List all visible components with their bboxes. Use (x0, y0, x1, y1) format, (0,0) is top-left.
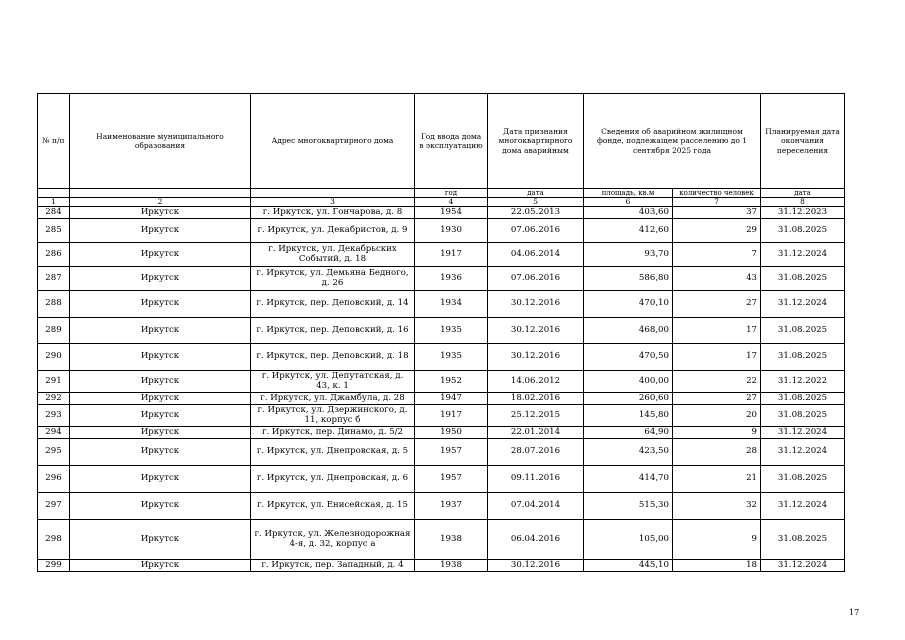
people-cell: 32 (673, 493, 761, 520)
year-cell: 1950 (415, 427, 488, 439)
area-cell: 445,10 (584, 560, 673, 572)
area-cell: 423,50 (584, 439, 673, 466)
end-date-cell: 31.08.2025 (761, 466, 845, 493)
municipality-cell: Иркутск (70, 371, 251, 393)
end-date-cell: 31.12.2024 (761, 560, 845, 572)
emergency-date-cell: 28.07.2016 (488, 439, 584, 466)
emergency-date-cell: 07.04.2014 (488, 493, 584, 520)
end-date-cell: 31.12.2024 (761, 243, 845, 267)
emergency-date-cell: 25.12.2015 (488, 405, 584, 427)
area-cell: 403,60 (584, 207, 673, 219)
end-date-cell: 31.12.2022 (761, 371, 845, 393)
table-row (38, 267, 845, 291)
address-cell: г. Иркутск, ул. Енисейская, д. 15 (251, 493, 415, 520)
area-cell: 414,70 (584, 466, 673, 493)
table-row (38, 371, 845, 393)
municipality-cell: Иркутск (70, 291, 251, 318)
municipality-cell: Иркутск (70, 267, 251, 291)
year-cell: 1936 (415, 267, 488, 291)
table-row (38, 427, 845, 439)
column-number: 4 (415, 198, 488, 207)
end-date-cell: 31.12.2024 (761, 427, 845, 439)
column-number: 5 (488, 198, 584, 207)
row-number: 290 (38, 344, 70, 371)
address-cell: г. Иркутск, пер. Деповский, д. 16 (251, 318, 415, 344)
address-cell: г. Иркутск, ул. Железнодорожная 4-я, д. 32, корпус а (251, 520, 415, 560)
emergency-date-cell: 22.05.2013 (488, 207, 584, 219)
row-number: 287 (38, 267, 70, 291)
area-cell: 64,90 (584, 427, 673, 439)
end-date-cell: 31.12.2024 (761, 439, 845, 466)
year-cell: 1952 (415, 371, 488, 393)
end-date-cell: 31.08.2025 (761, 393, 845, 405)
year-cell: 1947 (415, 393, 488, 405)
header-end-date: Планируемая дата окончания переселения (761, 94, 845, 189)
subheader-people: количество человек (673, 189, 761, 198)
people-cell: 37 (673, 207, 761, 219)
row-number: 284 (38, 207, 70, 219)
row-number: 285 (38, 219, 70, 243)
subheader-end-date: дата (761, 189, 845, 198)
year-cell: 1935 (415, 318, 488, 344)
row-number: 289 (38, 318, 70, 344)
municipality-cell: Иркутск (70, 393, 251, 405)
year-cell: 1934 (415, 291, 488, 318)
people-cell: 29 (673, 219, 761, 243)
table-row (38, 560, 845, 572)
year-cell: 1957 (415, 439, 488, 466)
table-row (38, 393, 845, 405)
municipality-cell: Иркутск (70, 520, 251, 560)
emergency-date-cell: 07.06.2016 (488, 219, 584, 243)
address-cell: г. Иркутск, ул. Джамбула, д. 28 (251, 393, 415, 405)
row-number: 297 (38, 493, 70, 520)
people-cell: 21 (673, 466, 761, 493)
table-row (38, 291, 845, 318)
header-address: Адрес многоквартирного дома (251, 94, 415, 189)
year-cell: 1937 (415, 493, 488, 520)
year-cell: 1938 (415, 560, 488, 572)
year-cell: 1935 (415, 344, 488, 371)
address-cell: г. Иркутск, ул. Депутатская, д. 43, к. 1 (251, 371, 415, 393)
emergency-date-cell: 07.06.2016 (488, 267, 584, 291)
header-row (38, 94, 845, 189)
emergency-date-cell: 04.06.2014 (488, 243, 584, 267)
area-cell: 105,00 (584, 520, 673, 560)
table-row (38, 344, 845, 371)
address-cell: г. Иркутск, ул. Гончарова, д. 8 (251, 207, 415, 219)
column-number: 6 (584, 198, 673, 207)
people-cell: 17 (673, 344, 761, 371)
address-cell: г. Иркутск, ул. Днепровская, д. 5 (251, 439, 415, 466)
subheader-row (38, 189, 845, 198)
subheader-empty-3 (251, 189, 415, 198)
municipality-cell: Иркутск (70, 219, 251, 243)
subheader-area: площадь, кв.м (584, 189, 673, 198)
address-cell: г. Иркутск, пер. Динамо, д. 5/2 (251, 427, 415, 439)
municipality-cell: Иркутск (70, 427, 251, 439)
column-number: 1 (38, 198, 70, 207)
area-cell: 586,80 (584, 267, 673, 291)
emergency-date-cell: 30.12.2016 (488, 291, 584, 318)
table-row (38, 520, 845, 560)
header-municipality: Наименование муниципального образования (70, 94, 251, 189)
column-number-row (38, 198, 845, 207)
table-row (38, 405, 845, 427)
people-cell: 20 (673, 405, 761, 427)
area-cell: 412,60 (584, 219, 673, 243)
area-cell: 470,10 (584, 291, 673, 318)
year-cell: 1917 (415, 405, 488, 427)
subheader-year: год (415, 189, 488, 198)
header-num: № п/п (38, 94, 70, 189)
row-number: 298 (38, 520, 70, 560)
subheader-empty-1 (38, 189, 70, 198)
emergency-date-cell: 22.01.2014 (488, 427, 584, 439)
municipality-cell: Иркутск (70, 493, 251, 520)
end-date-cell: 31.12.2023 (761, 207, 845, 219)
emergency-date-cell: 06.04.2016 (488, 520, 584, 560)
emergency-date-cell: 18.02.2016 (488, 393, 584, 405)
end-date-cell: 31.08.2025 (761, 405, 845, 427)
area-cell: 515,30 (584, 493, 673, 520)
table-body (38, 207, 845, 572)
column-number: 3 (251, 198, 415, 207)
end-date-cell: 31.08.2025 (761, 344, 845, 371)
address-cell: г. Иркутск, ул. Декабрьских Событий, д. 18 (251, 243, 415, 267)
column-number: 8 (761, 198, 845, 207)
area-cell: 470,50 (584, 344, 673, 371)
municipality-cell: Иркутск (70, 207, 251, 219)
address-cell: г. Иркутск, ул. Дзержинского, д. 11, корпус б (251, 405, 415, 427)
address-cell: г. Иркутск, пер. Деповский, д. 18 (251, 344, 415, 371)
year-cell: 1954 (415, 207, 488, 219)
table-row (38, 439, 845, 466)
people-cell: 18 (673, 560, 761, 572)
subheader-date: дата (488, 189, 584, 198)
municipality-cell: Иркутск (70, 405, 251, 427)
people-cell: 27 (673, 393, 761, 405)
end-date-cell: 31.12.2024 (761, 493, 845, 520)
end-date-cell: 31.08.2025 (761, 318, 845, 344)
people-cell: 17 (673, 318, 761, 344)
row-number: 293 (38, 405, 70, 427)
emergency-date-cell: 30.12.2016 (488, 560, 584, 572)
area-cell: 468,00 (584, 318, 673, 344)
municipality-cell: Иркутск (70, 560, 251, 572)
column-number: 2 (70, 198, 251, 207)
subheader-empty-2 (70, 189, 251, 198)
year-cell: 1917 (415, 243, 488, 267)
people-cell: 28 (673, 439, 761, 466)
area-cell: 400,00 (584, 371, 673, 393)
year-cell: 1930 (415, 219, 488, 243)
table-row (38, 466, 845, 493)
people-cell: 9 (673, 520, 761, 560)
header-emergency-date: Дата признания многоквартирного дома аварийным (488, 94, 584, 189)
emergency-date-cell: 30.12.2016 (488, 344, 584, 371)
area-cell: 260,60 (584, 393, 673, 405)
municipality-cell: Иркутск (70, 243, 251, 267)
area-cell: 93,70 (584, 243, 673, 267)
end-date-cell: 31.08.2025 (761, 267, 845, 291)
end-date-cell: 31.08.2025 (761, 520, 845, 560)
people-cell: 22 (673, 371, 761, 393)
address-cell: г. Иркутск, пер. Деповский, д. 14 (251, 291, 415, 318)
table-row (38, 219, 845, 243)
municipality-cell: Иркутск (70, 318, 251, 344)
row-number: 291 (38, 371, 70, 393)
row-number: 299 (38, 560, 70, 572)
address-cell: г. Иркутск, ул. Демьяна Бедного, д. 26 (251, 267, 415, 291)
people-cell: 43 (673, 267, 761, 291)
table-row (38, 493, 845, 520)
page-number: 17 (849, 608, 860, 617)
row-number: 296 (38, 466, 70, 493)
address-cell: г. Иркутск, пер. Западный, д. 4 (251, 560, 415, 572)
row-number: 292 (38, 393, 70, 405)
row-number: 288 (38, 291, 70, 318)
municipality-cell: Иркутск (70, 344, 251, 371)
address-cell: г. Иркутск, ул. Декабристов, д. 9 (251, 219, 415, 243)
column-number: 7 (673, 198, 761, 207)
row-number: 286 (38, 243, 70, 267)
municipality-cell: Иркутск (70, 466, 251, 493)
row-number: 295 (38, 439, 70, 466)
people-cell: 7 (673, 243, 761, 267)
address-cell: г. Иркутск, ул. Днепровская, д. 6 (251, 466, 415, 493)
emergency-date-cell: 09.11.2016 (488, 466, 584, 493)
relocation-table (37, 93, 845, 572)
area-cell: 145,80 (584, 405, 673, 427)
table-row (38, 243, 845, 267)
people-cell: 27 (673, 291, 761, 318)
emergency-date-cell: 30.12.2016 (488, 318, 584, 344)
people-cell: 9 (673, 427, 761, 439)
header-year: Год ввода дома в эксплуатацию (415, 94, 488, 189)
table-row (38, 207, 845, 219)
end-date-cell: 31.08.2025 (761, 219, 845, 243)
year-cell: 1957 (415, 466, 488, 493)
year-cell: 1938 (415, 520, 488, 560)
table-row (38, 318, 845, 344)
row-number: 294 (38, 427, 70, 439)
emergency-date-cell: 14.06.2012 (488, 371, 584, 393)
municipality-cell: Иркутск (70, 439, 251, 466)
end-date-cell: 31.12.2024 (761, 291, 845, 318)
header-fund-info: Сведения об аварийном жилищном фонде, подлежащем расселению до 1 сентября 2025 года (584, 94, 761, 189)
